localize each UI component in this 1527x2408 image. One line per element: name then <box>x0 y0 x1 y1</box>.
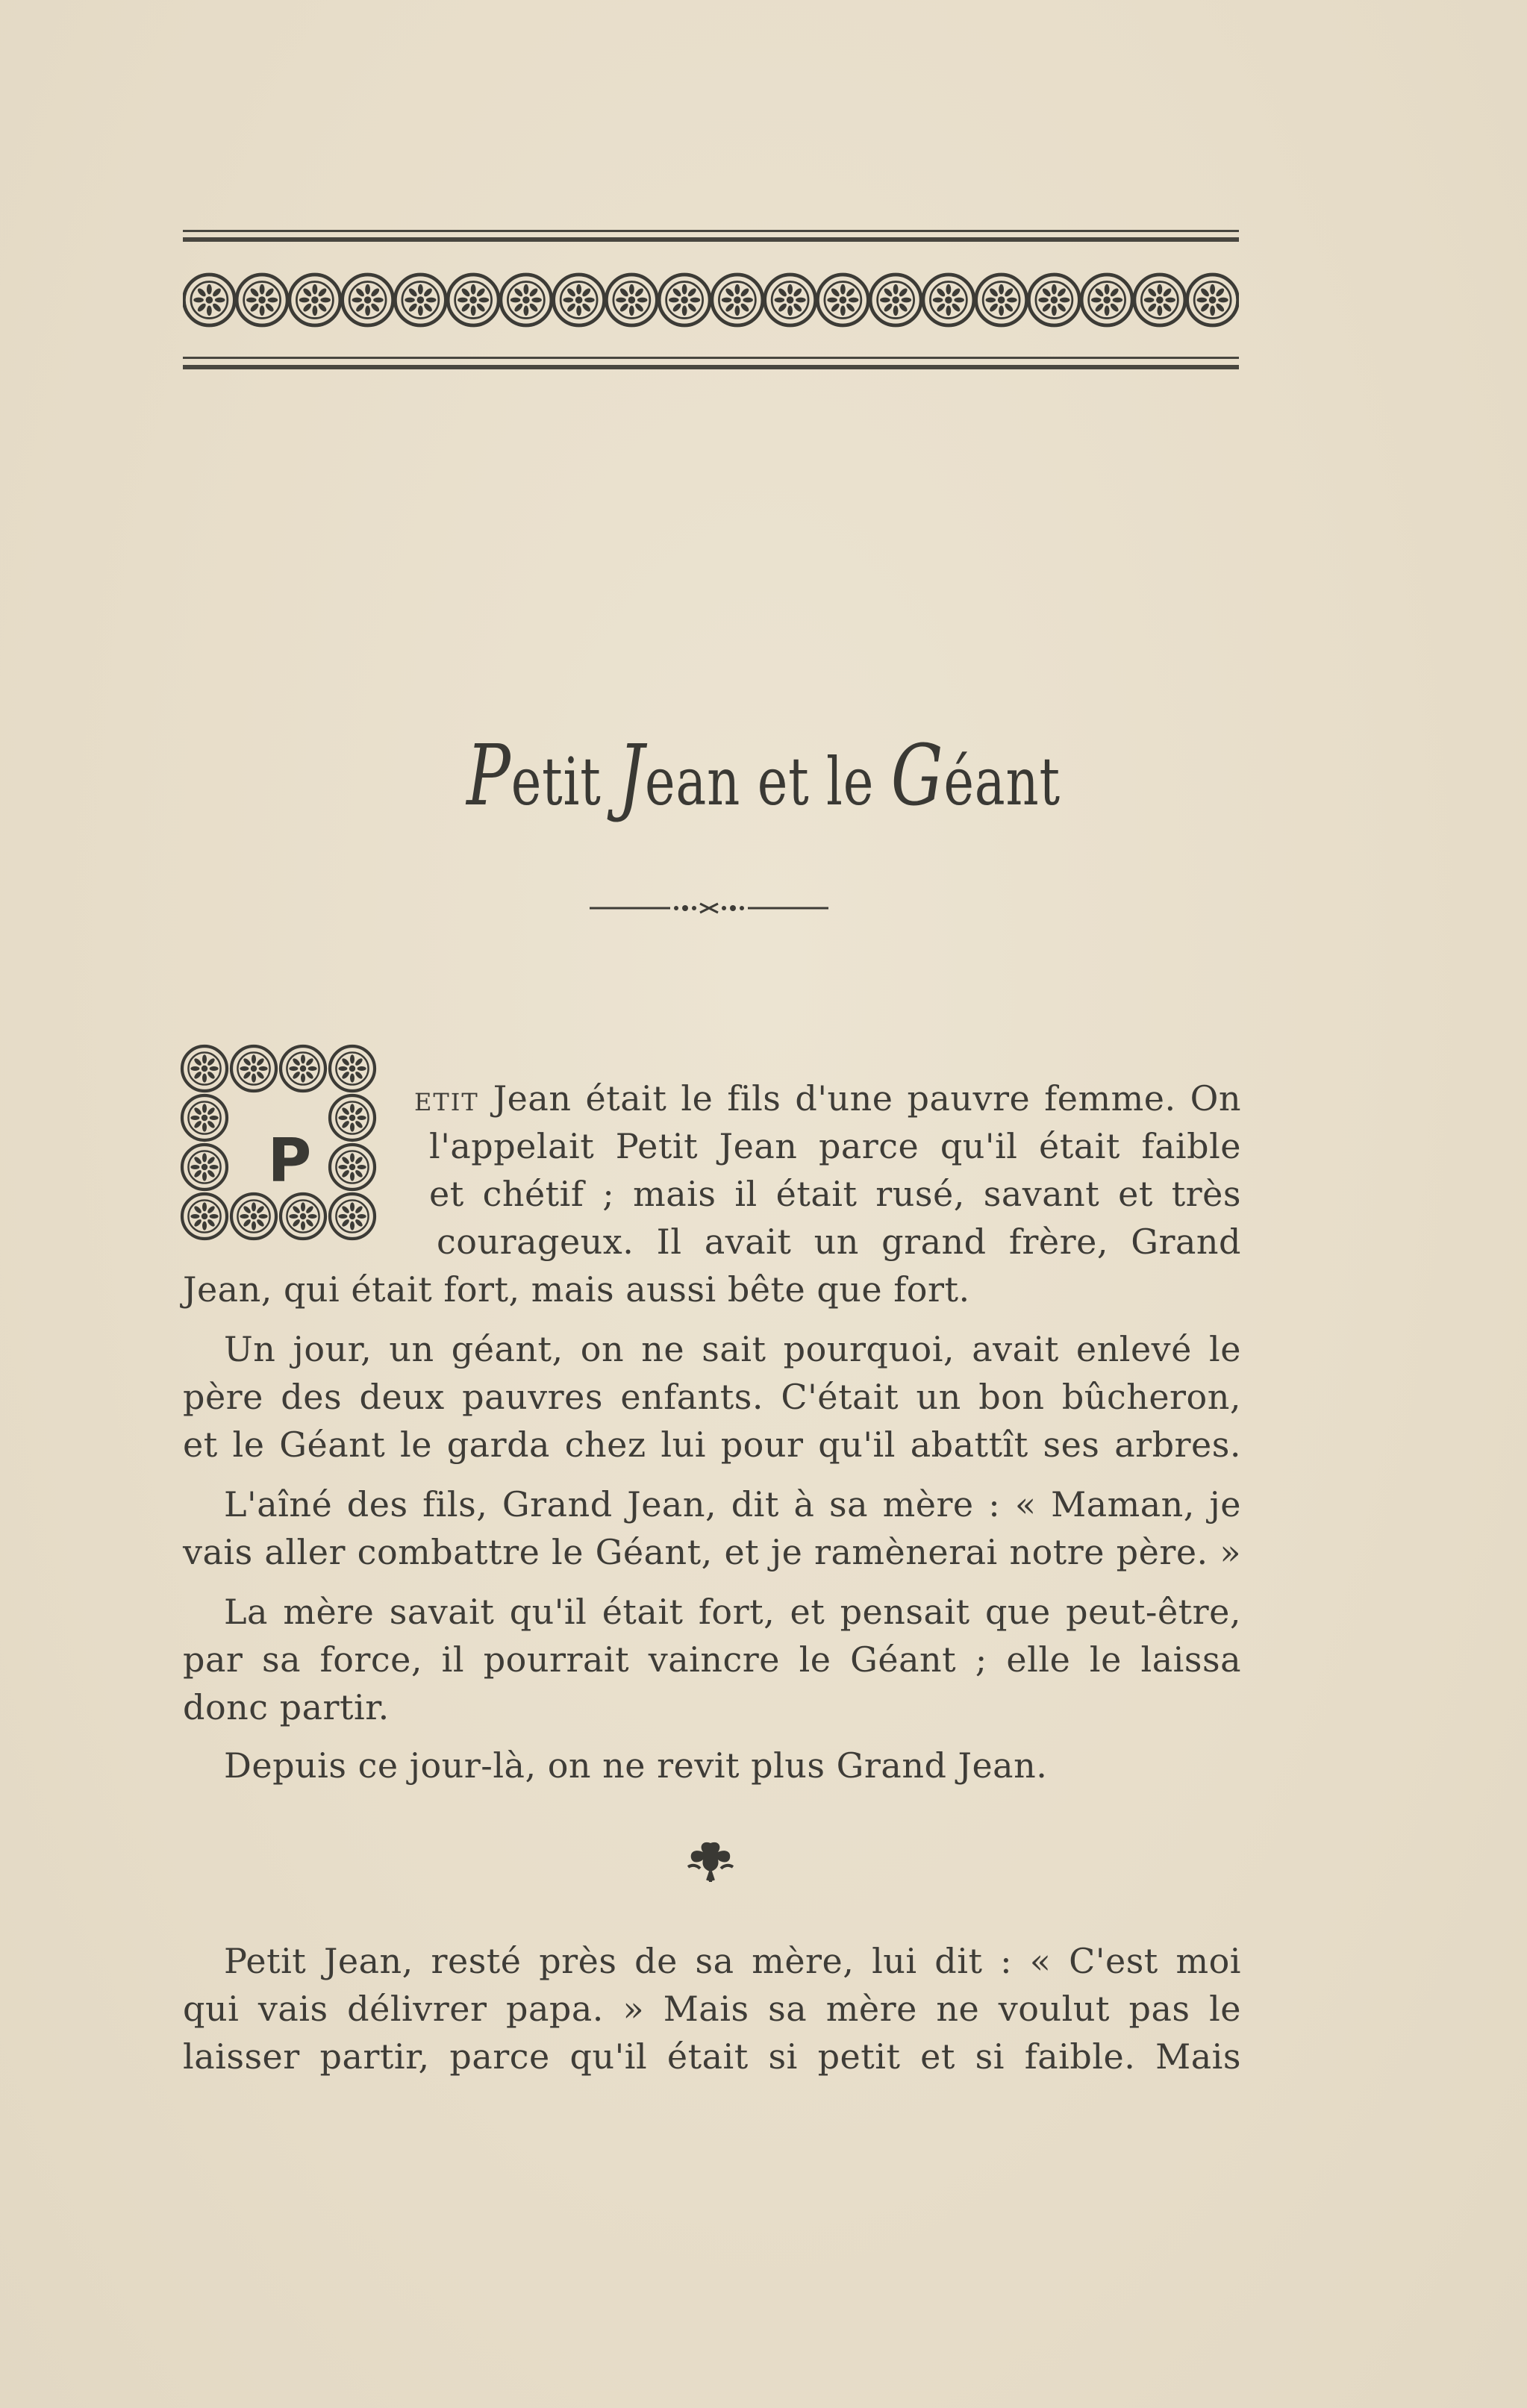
rosette-icon <box>1028 275 1079 325</box>
title-divider-icon <box>590 899 828 917</box>
p3-line-1: L'aîné des fils, Grand Jean, dit à sa mère : « Maman, je <box>224 1484 1241 1524</box>
rosette-icon <box>817 275 868 325</box>
dropcap-rosette-icon <box>281 1194 325 1239</box>
rosette-icon <box>554 275 605 325</box>
p2-line-2: père des deux pauvres enfants. C'était un bon bûcheron, <box>183 1377 1241 1417</box>
rosette-icon <box>1081 275 1132 325</box>
dropcap-letter: P <box>267 1126 312 1195</box>
top-rule-thin <box>183 230 1239 232</box>
top-rule-thick <box>183 237 1239 242</box>
title-word-2: ean et le <box>645 743 891 820</box>
bottom-rule-thick <box>183 365 1239 369</box>
dropcap-rosette-icon <box>182 1145 227 1189</box>
p4-line-3: donc partir. <box>183 1687 390 1727</box>
rosette-icon <box>1187 275 1238 325</box>
p1-line-5: Jean, qui était fort, mais aussi bête que fort. <box>183 1269 970 1310</box>
p4-line-2: par sa force, il pourrait vaincre le Géant ; elle le laissa <box>183 1639 1241 1680</box>
dropcap-rosette-icon <box>231 1194 276 1239</box>
rosette-icon <box>290 275 340 325</box>
p6-line-3: laisser partir, parce qu'il était si petit et si faible. Mais <box>183 2036 1241 2077</box>
dropcap-frame-icon <box>179 1043 396 1260</box>
rosette-icon <box>395 275 446 325</box>
dropcap-rosette-icon <box>182 1046 227 1091</box>
title-cap-g: G <box>890 728 944 825</box>
rosette-icon <box>237 275 287 325</box>
p2-line-1: Un jour, un géant, on ne sait pourquoi, avait enlevé le <box>224 1329 1241 1369</box>
p6-line-2: qui vais délivrer papa. » Mais sa mère ne voulut pas le <box>183 1989 1241 2029</box>
rosette-icon <box>448 275 499 325</box>
title-word-1: etit <box>510 743 619 820</box>
dropcap-rosette-icon <box>330 1145 375 1189</box>
dropcap-rosette-icon <box>182 1095 227 1140</box>
rosette-icon <box>501 275 552 325</box>
dropcap-rosette-icon <box>281 1046 325 1091</box>
p1-line-1: ETIT Jean était le fils d'une pauvre femme. On <box>414 1078 1241 1119</box>
small-caps-etit: ETIT <box>414 1088 479 1116</box>
fleuron-icon <box>681 1837 740 1889</box>
p1-line-3: et chétif ; mais il était rusé, savant et très <box>429 1174 1241 1214</box>
rosette-icon <box>184 275 234 325</box>
p4-line-1: La mère savait qu'il était fort, et pensait que peut-être, <box>224 1592 1241 1632</box>
p5-line-1: Depuis ce jour-là, on ne revit plus Grand Jean. <box>224 1745 1048 1786</box>
bottom-rule-thin <box>183 357 1239 359</box>
rosette-border-icon <box>183 270 1239 330</box>
rosette-icon <box>343 275 393 325</box>
title-word-3: éant <box>943 743 1061 820</box>
rosette-icon <box>765 275 816 325</box>
dropcap-rosette-icon <box>330 1194 375 1239</box>
rosette-icon <box>1134 275 1185 325</box>
title-cap-j: J <box>618 728 646 825</box>
p2-line-3: et le Géant le garda chez lui pour qu'il abattît ses arbres. <box>183 1425 1241 1465</box>
rosette-icon <box>923 275 974 325</box>
rosette-icon <box>870 275 921 325</box>
dropcap-rosette-icon <box>330 1095 375 1140</box>
p1-line-2: l'appelait Petit Jean parce qu'il était faible <box>429 1126 1241 1166</box>
p3-line-2: vais aller combattre le Géant, et je ramènerai notre père. » <box>183 1532 1241 1572</box>
rosette-icon <box>659 275 710 325</box>
rosette-icon <box>606 275 657 325</box>
dropcap-rosette-icon <box>231 1046 276 1091</box>
dropcap-rosette-icon <box>330 1046 375 1091</box>
p1-line-4: courageux. Il avait un grand frère, Grand <box>437 1222 1241 1262</box>
title-cap-p: P <box>466 728 511 825</box>
p6-line-1: Petit Jean, resté près de sa mère, lui dit : « C'est moi <box>224 1941 1241 1981</box>
dropcap-rosette-icon <box>182 1194 227 1239</box>
rosette-icon <box>976 275 1027 325</box>
rosette-icon <box>712 275 763 325</box>
story-title <box>168 728 1359 825</box>
